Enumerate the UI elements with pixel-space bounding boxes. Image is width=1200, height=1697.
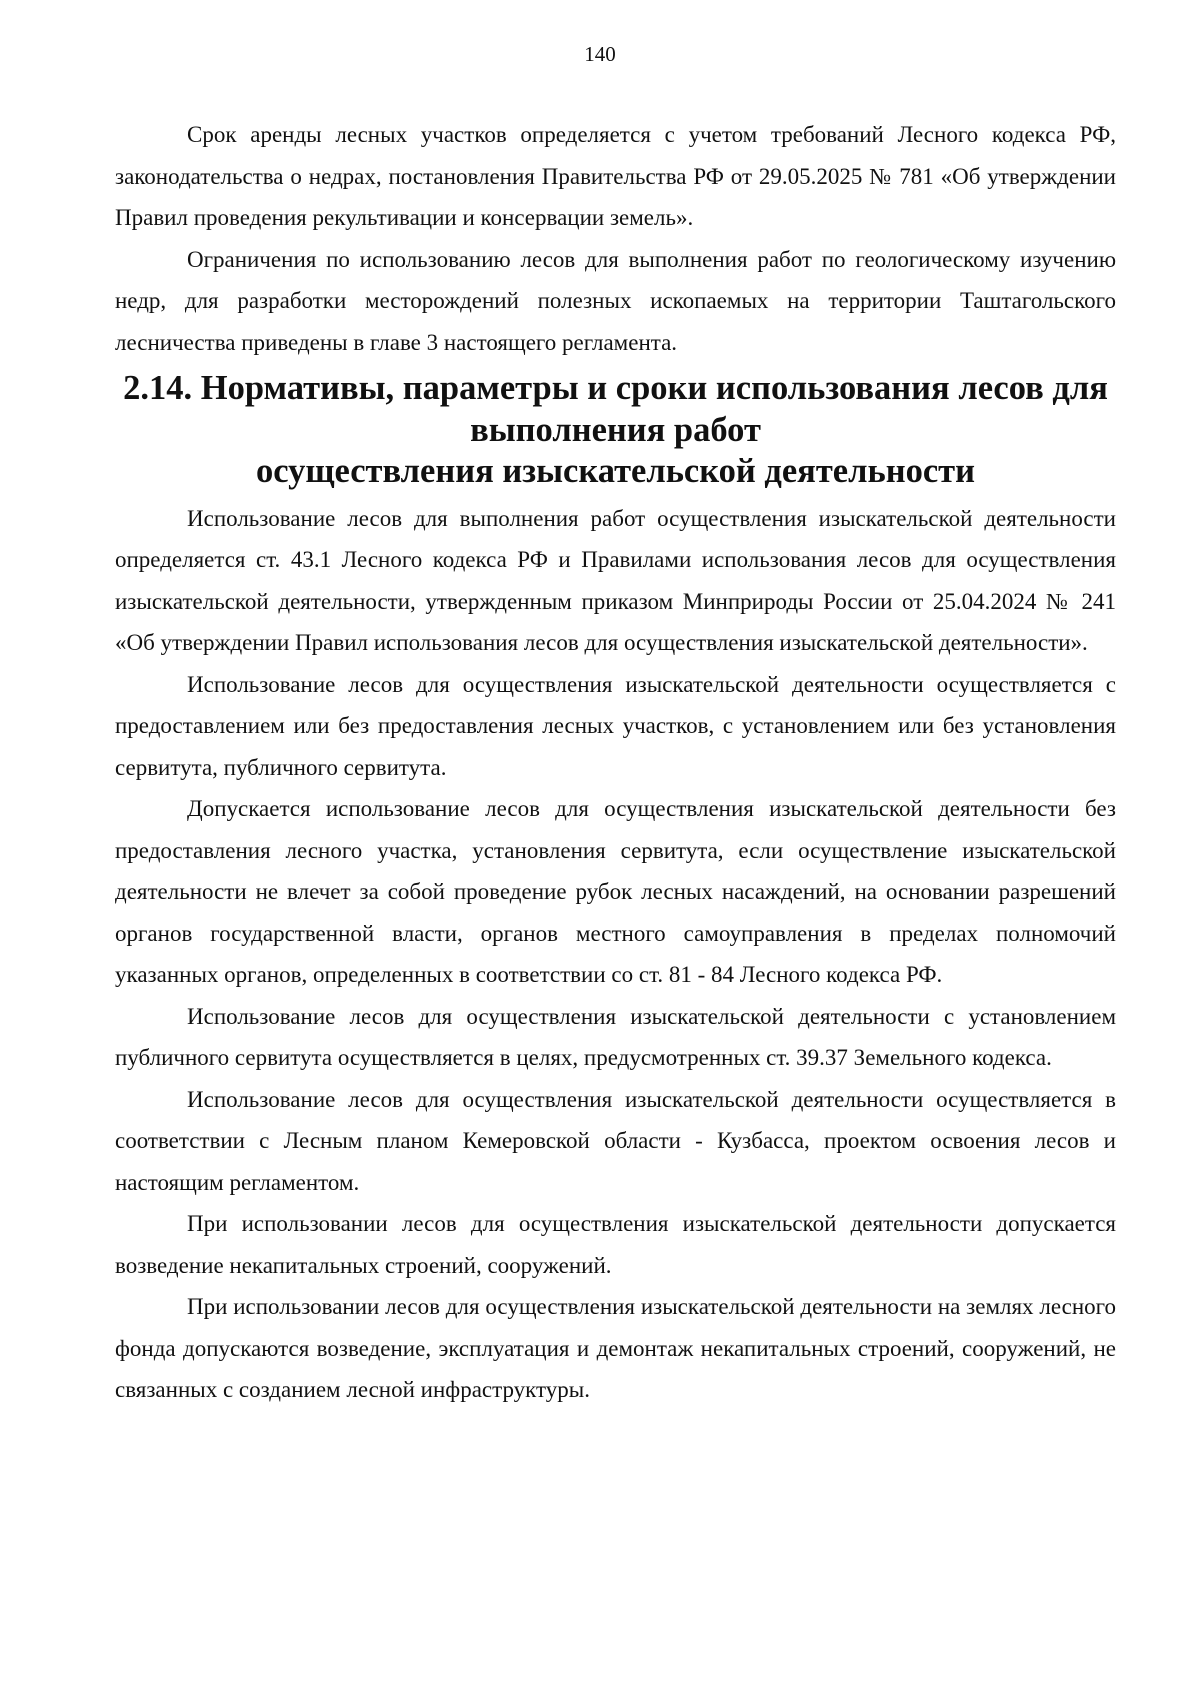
paragraph-permitted-without-plot: Допускается использование лесов для осуществления изыскательской деятельности без предоставления лесного участка, установления сервитута, если осуществление изыскательской деятельности не влечет за собой проведение рубок лесных насаждений, на основании разрешений органов государственной власти, органов местного самоуправления в пределах полномочий указанных органов, определенных в соответствии со ст. 81 - 84 Лесного кодекса РФ.: [115, 796, 1116, 987]
paragraph-legal-basis: Использование лесов для выполнения работ осуществления изыскательской деятельности определяется ст. 43.1 Лесного кодекса РФ и Правилами использования лесов для осуществления изыскательской деятельности, утвержденным приказом Минприроды России от 25.04.2024 № 241 «Об утверждении Правил использования лесов для осуществления изыскательской деятельности».: [115, 505, 1116, 655]
page-number: 140: [584, 42, 616, 66]
paragraph-temporary-structures: При использовании лесов для осуществления изыскательской деятельности допускается возведение некапитальных строений, сооружений.: [115, 1211, 1116, 1278]
paragraph-structures-on-forest-lands: При использовании лесов для осуществления изыскательской деятельности на землях лесного фонда допускаются возведение, эксплуатация и демонтаж некапитальных строений, сооружений, не связанных с созданием лесной инфраструктуры.: [115, 1294, 1116, 1402]
page-content: [115, 114, 1116, 1411]
paragraph-forest-plan: Использование лесов для осуществления изыскательской деятельности осуществляется в соответствии с Лесным планом Кемеровской области - Кузбасса, проектом освоения лесов и настоящим регламентом.: [115, 1086, 1116, 1195]
paragraph-provision-modes: Использование лесов для осуществления изыскательской деятельности осуществляется с предоставлением или без предоставления лесных участков, с установлением или без установления сервитута, публичного сервитута.: [115, 671, 1116, 780]
section-heading-line-1: 2.14. Нормативы, параметры и сроки использования лесов для выполнения работ: [123, 369, 1108, 449]
paragraph-lease-term: Срок аренды лесных участков определяется с учетом требований Лесного кодекса РФ, законодательства о недрах, постановления Правительства РФ от 29.05.2025 № 781 «Об утверждении Правил проведения рекультивации и консервации земель».: [115, 122, 1116, 230]
section-heading-line-2: осуществления изыскательской деятельности: [256, 452, 975, 490]
paragraph-public-servitude: Использование лесов для осуществления изыскательской деятельности с установлением публичного сервитута осуществляется в целях, предусмотренных ст. 39.37 Земельного кодекса.: [115, 1003, 1116, 1070]
paragraph-restrictions: Ограничения по использованию лесов для выполнения работ по геологическому изучению недр, для разработки месторождений полезных ископаемых на территории Таштагольского лесничества приведены в главе 3 настоящего регламента.: [115, 246, 1116, 355]
section-heading: [115, 363, 1116, 498]
